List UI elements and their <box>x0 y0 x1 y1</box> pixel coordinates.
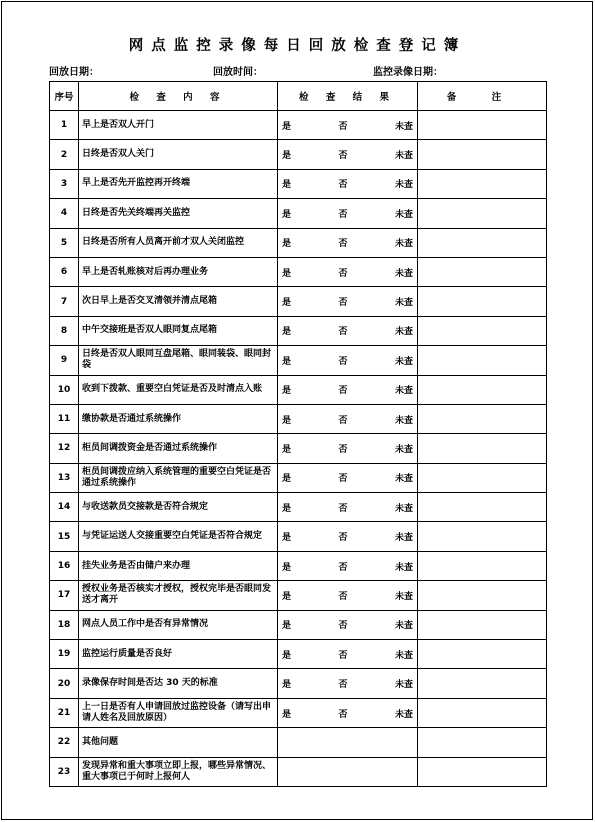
row-result[interactable] <box>278 757 418 786</box>
result-options <box>282 677 413 690</box>
result-options <box>282 413 413 426</box>
table-row <box>50 434 547 463</box>
option-yes[interactable]: 是 <box>282 621 292 632</box>
table-row <box>50 140 547 169</box>
option-yes[interactable]: 是 <box>282 444 292 455</box>
row-number: 8 <box>50 316 79 345</box>
row-result[interactable] <box>278 581 418 610</box>
option-yes[interactable]: 是 <box>282 121 292 132</box>
row-number: 16 <box>50 551 79 580</box>
option-unchecked[interactable]: 未查 <box>394 680 413 691</box>
row-content: 与收送款员交接款是否符合规定 <box>79 493 278 522</box>
row-note[interactable] <box>418 375 547 404</box>
option-no[interactable]: 否 <box>338 180 348 191</box>
table-row <box>50 257 547 286</box>
option-no[interactable]: 否 <box>338 121 348 132</box>
row-number: 3 <box>50 169 79 198</box>
table-row <box>50 169 547 198</box>
option-unchecked[interactable]: 未查 <box>394 151 413 162</box>
row-note[interactable] <box>418 316 547 345</box>
table-row <box>50 551 547 580</box>
recording-date-label: 监控录像日期： <box>373 67 443 78</box>
row-result[interactable] <box>278 228 418 257</box>
option-unchecked[interactable]: 未查 <box>394 474 413 485</box>
option-no[interactable]: 否 <box>338 474 348 485</box>
option-unchecked[interactable]: 未查 <box>394 180 413 191</box>
row-note[interactable] <box>418 640 547 669</box>
option-unchecked[interactable]: 未查 <box>394 239 413 250</box>
row-number: 20 <box>50 669 79 698</box>
row-result[interactable] <box>278 610 418 639</box>
row-result[interactable] <box>278 111 418 140</box>
row-number: 11 <box>50 404 79 433</box>
result-options <box>282 383 413 396</box>
option-no[interactable]: 否 <box>338 621 348 632</box>
row-content: 与凭证运送人交接重要空白凭证是否符合规定 <box>79 522 278 551</box>
row-note[interactable] <box>418 581 547 610</box>
row-content: 日终是否先关终端再关监控 <box>79 199 278 228</box>
option-yes[interactable]: 是 <box>282 298 292 309</box>
row-result[interactable] <box>278 463 418 492</box>
row-content: 挂失业务是否由储户来办理 <box>79 551 278 580</box>
option-unchecked[interactable]: 未查 <box>394 121 413 132</box>
result-options <box>282 207 413 220</box>
table-row <box>50 346 547 375</box>
row-content: 其他问题 <box>79 728 278 757</box>
result-options <box>282 648 413 661</box>
table-row <box>50 522 547 551</box>
option-no[interactable]: 否 <box>338 239 348 250</box>
option-yes[interactable]: 是 <box>282 709 292 720</box>
result-options <box>282 471 413 484</box>
row-result[interactable] <box>278 640 418 669</box>
row-number: 18 <box>50 610 79 639</box>
row-content: 柜员间调拨应纳入系统管理的重要空白凭证是否通过系统操作 <box>79 463 278 492</box>
option-no[interactable]: 否 <box>338 444 348 455</box>
row-note[interactable] <box>418 111 547 140</box>
row-content: 早上是否双人开门 <box>79 111 278 140</box>
row-result[interactable] <box>278 728 418 757</box>
option-yes[interactable]: 是 <box>282 533 292 544</box>
row-number: 10 <box>50 375 79 404</box>
option-unchecked[interactable]: 未查 <box>394 650 413 661</box>
header-content: 检 查 内 容 <box>79 82 278 111</box>
row-note[interactable] <box>418 140 547 169</box>
option-yes[interactable]: 是 <box>282 180 292 191</box>
table-row <box>50 375 547 404</box>
row-note[interactable] <box>418 522 547 551</box>
row-result[interactable] <box>278 199 418 228</box>
table-row <box>50 199 547 228</box>
row-note[interactable] <box>418 493 547 522</box>
table-row <box>50 316 547 345</box>
result-options <box>282 442 413 455</box>
option-unchecked[interactable]: 未查 <box>394 356 413 367</box>
result-options <box>282 589 413 602</box>
result-options <box>282 295 413 308</box>
option-unchecked[interactable]: 未查 <box>394 298 413 309</box>
row-number: 22 <box>50 728 79 757</box>
table-row <box>50 111 547 140</box>
row-note[interactable] <box>418 669 547 698</box>
result-options <box>282 177 413 190</box>
result-options <box>282 618 413 631</box>
table-row <box>50 757 547 786</box>
table-row <box>50 640 547 669</box>
row-note[interactable] <box>418 728 547 757</box>
option-unchecked[interactable]: 未查 <box>394 503 413 514</box>
option-no[interactable]: 否 <box>338 151 348 162</box>
row-note[interactable] <box>418 463 547 492</box>
row-note[interactable] <box>418 199 547 228</box>
row-result[interactable] <box>278 375 418 404</box>
result-options <box>282 148 413 161</box>
option-no[interactable]: 否 <box>338 268 348 279</box>
row-content: 发现异常和重大事项立即上报，哪些异常情况、重大事项已于何时上报何人 <box>79 757 278 786</box>
row-number: 13 <box>50 463 79 492</box>
row-note[interactable] <box>418 404 547 433</box>
row-content: 授权业务是否核实才授权，授权完毕是否眼同发送才离开 <box>79 581 278 610</box>
row-number: 21 <box>50 698 79 727</box>
row-result[interactable] <box>278 169 418 198</box>
option-unchecked[interactable]: 未查 <box>394 268 413 279</box>
option-unchecked[interactable]: 未查 <box>394 621 413 632</box>
option-unchecked[interactable]: 未查 <box>394 709 413 720</box>
option-yes[interactable]: 是 <box>282 591 292 602</box>
header-note: 备 注 <box>418 82 547 111</box>
row-number: 14 <box>50 493 79 522</box>
option-no[interactable]: 否 <box>338 503 348 514</box>
table-row <box>50 463 547 492</box>
result-options <box>282 707 413 720</box>
option-no[interactable]: 否 <box>338 386 348 397</box>
row-number: 23 <box>50 757 79 786</box>
option-unchecked[interactable]: 未查 <box>394 386 413 397</box>
option-yes[interactable]: 是 <box>282 562 292 573</box>
table-row <box>50 404 547 433</box>
option-yes[interactable]: 是 <box>282 415 292 426</box>
option-yes[interactable]: 是 <box>282 356 292 367</box>
row-number: 5 <box>50 228 79 257</box>
row-result[interactable] <box>278 346 418 375</box>
row-number: 19 <box>50 640 79 669</box>
row-result[interactable] <box>278 522 418 551</box>
result-options <box>282 501 413 514</box>
option-yes[interactable]: 是 <box>282 239 292 250</box>
row-content: 录像保存时间是否达 30 天的标准 <box>79 669 278 698</box>
row-result[interactable] <box>278 316 418 345</box>
option-yes[interactable]: 是 <box>282 503 292 514</box>
table-row <box>50 669 547 698</box>
row-content: 网点人员工作中是否有异常情况 <box>79 610 278 639</box>
row-note[interactable] <box>418 698 547 727</box>
playback-date-label: 回放日期： <box>49 67 99 78</box>
row-note[interactable] <box>418 551 547 580</box>
result-options <box>282 236 413 249</box>
option-no[interactable]: 否 <box>338 415 348 426</box>
row-note[interactable] <box>418 228 547 257</box>
table-row <box>50 698 547 727</box>
row-content: 中午交接班是否双人眼同复点尾箱 <box>79 316 278 345</box>
row-content: 上一日是否有人申请回放过监控设备（请写出申请人姓名及回放原因） <box>79 698 278 727</box>
row-result[interactable] <box>278 669 418 698</box>
result-options <box>282 266 413 279</box>
row-content: 柜员间调拨资金是否通过系统操作 <box>79 434 278 463</box>
option-unchecked[interactable]: 未查 <box>394 327 413 338</box>
row-number: 15 <box>50 522 79 551</box>
inspection-table <box>49 81 547 787</box>
row-note[interactable] <box>418 257 547 286</box>
option-unchecked[interactable]: 未查 <box>394 591 413 602</box>
row-note[interactable] <box>418 169 547 198</box>
table-row <box>50 728 547 757</box>
option-no[interactable]: 否 <box>338 562 348 573</box>
row-number: 12 <box>50 434 79 463</box>
option-no[interactable]: 否 <box>338 356 348 367</box>
row-content: 日终是否所有人员离开前才双人关闭监控 <box>79 228 278 257</box>
option-no[interactable]: 否 <box>338 680 348 691</box>
option-unchecked[interactable]: 未查 <box>394 209 413 220</box>
option-no[interactable]: 否 <box>338 533 348 544</box>
row-number: 6 <box>50 257 79 286</box>
row-content: 日终是否双人关门 <box>79 140 278 169</box>
header-num: 序号 <box>50 82 79 111</box>
playback-time-label: 回放时间： <box>213 67 263 78</box>
result-options <box>282 119 413 132</box>
option-no[interactable]: 否 <box>338 650 348 661</box>
row-note[interactable] <box>418 434 547 463</box>
option-no[interactable]: 否 <box>338 327 348 338</box>
option-yes[interactable]: 是 <box>282 474 292 485</box>
option-no[interactable]: 否 <box>338 591 348 602</box>
table-body <box>50 111 547 787</box>
result-options <box>282 560 413 573</box>
row-result[interactable] <box>278 404 418 433</box>
row-note[interactable] <box>418 287 547 316</box>
row-content: 早上是否轧账核对后再办理业务 <box>79 257 278 286</box>
row-content: 次日早上是否交叉清领并清点尾箱 <box>79 287 278 316</box>
row-number: 17 <box>50 581 79 610</box>
row-number: 4 <box>50 199 79 228</box>
row-result[interactable] <box>278 140 418 169</box>
row-content: 日终是否双人眼同互盘尾箱、眼同装袋、眼同封袋 <box>79 346 278 375</box>
option-yes[interactable]: 是 <box>282 151 292 162</box>
row-result[interactable] <box>278 287 418 316</box>
option-yes[interactable]: 是 <box>282 650 292 661</box>
row-number: 9 <box>50 346 79 375</box>
option-no[interactable]: 否 <box>338 209 348 220</box>
header-result: 检 查 结 果 <box>278 82 418 111</box>
row-result[interactable] <box>278 257 418 286</box>
row-number: 7 <box>50 287 79 316</box>
row-result[interactable] <box>278 698 418 727</box>
result-options <box>282 530 413 543</box>
row-result[interactable] <box>278 434 418 463</box>
row-note[interactable] <box>418 610 547 639</box>
row-content: 缴协款是否通过系统操作 <box>79 404 278 433</box>
row-result[interactable] <box>278 493 418 522</box>
table-row <box>50 493 547 522</box>
option-no[interactable]: 否 <box>338 298 348 309</box>
option-yes[interactable]: 是 <box>282 680 292 691</box>
table-row <box>50 287 547 316</box>
row-content: 早上是否先开监控再开终端 <box>79 169 278 198</box>
option-yes[interactable]: 是 <box>282 209 292 220</box>
result-options <box>282 354 413 367</box>
table-row <box>50 610 547 639</box>
row-number: 1 <box>50 111 79 140</box>
option-unchecked[interactable]: 未查 <box>394 562 413 573</box>
row-note[interactable] <box>418 346 547 375</box>
row-content: 收到下拨款、重要空白凭证是否及时清点入账 <box>79 375 278 404</box>
row-result[interactable] <box>278 551 418 580</box>
page-title: 网点监控录像每日回放检查登记簿 <box>128 38 467 54</box>
option-unchecked[interactable]: 未查 <box>394 533 413 544</box>
result-options <box>282 324 413 337</box>
option-unchecked[interactable]: 未查 <box>394 415 413 426</box>
table-header-row <box>50 82 547 111</box>
option-no[interactable]: 否 <box>338 709 348 720</box>
row-note[interactable] <box>418 757 547 786</box>
option-unchecked[interactable]: 未查 <box>394 444 413 455</box>
option-yes[interactable]: 是 <box>282 327 292 338</box>
option-yes[interactable]: 是 <box>282 386 292 397</box>
row-content: 监控运行质量是否良好 <box>79 640 278 669</box>
option-yes[interactable]: 是 <box>282 268 292 279</box>
table-row <box>50 581 547 610</box>
row-number: 2 <box>50 140 79 169</box>
table-row <box>50 228 547 257</box>
